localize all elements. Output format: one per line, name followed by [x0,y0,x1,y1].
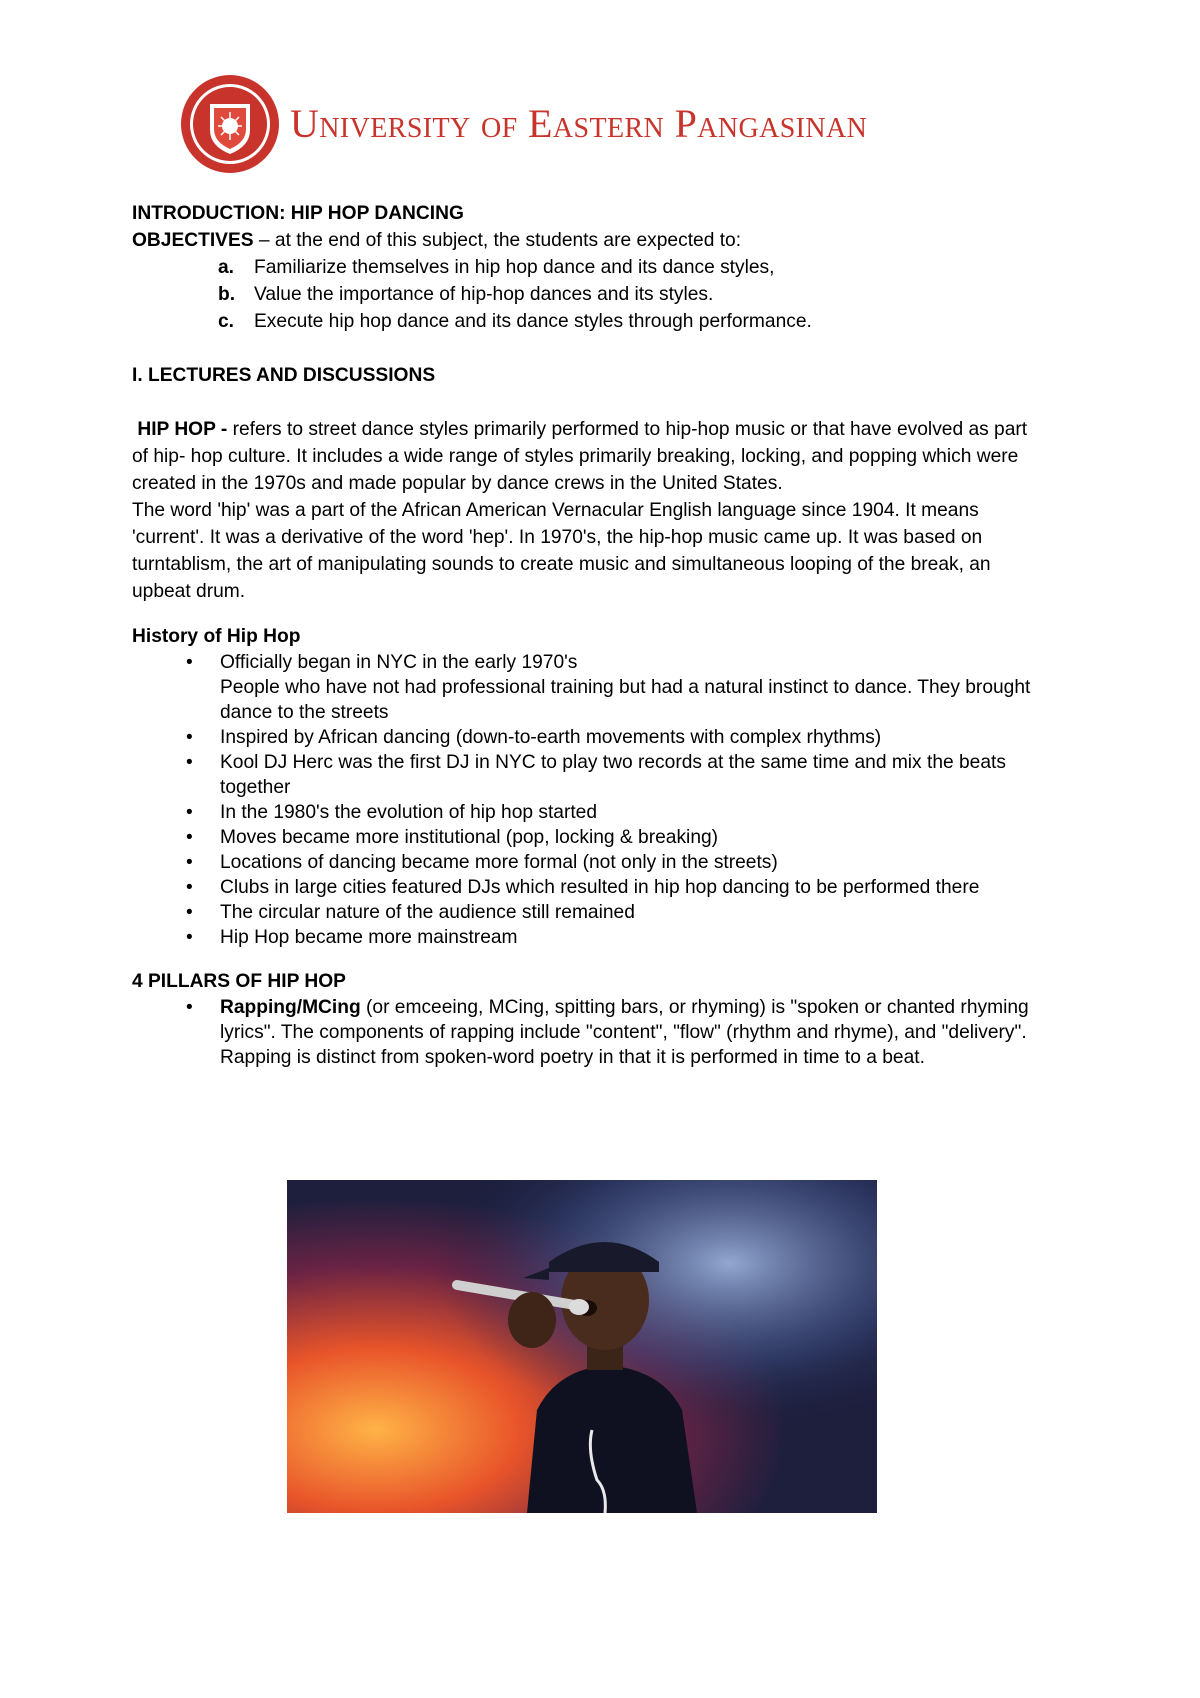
objective-text: Value the importance of hip-hop dances and its styles. [254,284,714,305]
hiphop-definition-text [132,416,1032,497]
list-item [132,995,1032,1070]
list-item-text: Officially began in NYC in the early 1970's [220,652,578,673]
bullet-icon: • [186,902,193,923]
bullet-icon: • [186,997,193,1018]
list-item-continuation: People who have not had professional training but had a natural instinct to dance. They brought dance to the streets [220,677,1031,723]
bullet-icon: • [186,877,193,898]
list-item [132,825,1032,850]
list-item [132,850,1032,875]
list-item [132,900,1032,925]
bullet-icon: • [186,827,193,848]
bullet-icon: • [186,727,193,748]
bullet-icon: • [186,752,193,773]
history-list [132,650,1032,950]
objectives-label: OBJECTIVES [132,230,254,251]
objective-text: Execute hip hop dance and its dance styles through performance. [254,311,812,332]
history-section [132,623,1032,950]
university-seal-icon [180,74,280,174]
list-item [132,925,1032,950]
list-item-text: Clubs in large cities featured DJs which resulted in hip hop dancing to be performed there [220,877,980,898]
document-body [132,200,1032,1070]
list-item [132,800,1032,825]
objectives-text: – at the end of this subject, the students are expected to: [253,230,742,251]
history-heading: History of Hip Hop [132,626,301,647]
objective-item [132,254,1032,281]
objectives-line [132,227,1032,254]
list-item [132,875,1032,900]
word-paragraph: The word 'hip' was a part of the African American Vernacular English language since 1904. It means 'current'. It was a derivative of the word 'hep'. In 1970's, the hip-hop music came up. It was based on turntablism, the art of manipulating sounds to create music and simultaneous looping of the break, an upbeat drum. [132,500,991,602]
pillar-text: (or emceeing, MCing, spitting bars, or rhyming) is "spoken or chanted rhyming lyrics". The components of rapping include "content", "flow" (rhythm and rhyme), and "delivery". Rapping is distinct from spoken-word poetry in that it is performed in time to a beat. [220,997,1029,1068]
list-item-text: Kool DJ Herc was the first DJ in NYC to play two records at the same time and mix the beats together [220,752,1006,798]
pillars-list [132,995,1032,1070]
hiphop-term: HIP HOP - [137,419,233,440]
objective-letter: a. [218,257,235,278]
list-item-text: Locations of dancing became more formal (not only in the streets) [220,852,778,873]
document-header [180,70,1100,176]
hiphop-def: refers to street dance styles primarily performed to hip-hop music or that have evolved as part of hip- hop culture. It includes a wide range of styles primarily breaking, locking, and popping which were created in the 1970s and made popular by dance crews in the United States. [132,419,1028,494]
bullet-icon: • [186,802,193,823]
objective-item [132,308,1032,335]
list-item [132,750,1032,800]
section-heading: I. LECTURES AND DISCUSSIONS [132,365,436,386]
bullet-icon: • [186,852,193,873]
hiphop-definition [132,416,1032,605]
pillars-heading: 4 PILLARS OF HIP HOP [132,971,346,992]
objective-text: Familiarize themselves in hip hop dance and its dance styles, [254,257,775,278]
rapper-photo [287,1180,877,1513]
pillars-section [132,968,1032,1070]
pillar-term: Rapping/MCing [220,997,361,1018]
rapper-photo-illustration [287,1180,877,1513]
list-item [132,725,1032,750]
bullet-icon: • [186,927,193,948]
list-item [132,650,1032,725]
bullet-icon: • [186,652,193,673]
list-item-text: The circular nature of the audience still remained [220,902,635,923]
list-item-text: Hip Hop became more mainstream [220,927,518,948]
intro-title: INTRODUCTION: HIP HOP DANCING [132,203,464,224]
objective-item [132,281,1032,308]
list-item-text: Inspired by African dancing (down-to-earth movements with complex rhythms) [220,727,882,748]
objectives-list [132,254,1032,335]
objective-letter: b. [218,284,236,305]
list-item-text: In the 1980's the evolution of hip hop started [220,802,598,823]
list-item-text: Moves became more institutional (pop, locking & breaking) [220,827,719,848]
university-name: University of Eastern Pangasinan [290,101,868,146]
objective-letter: c. [218,311,235,332]
